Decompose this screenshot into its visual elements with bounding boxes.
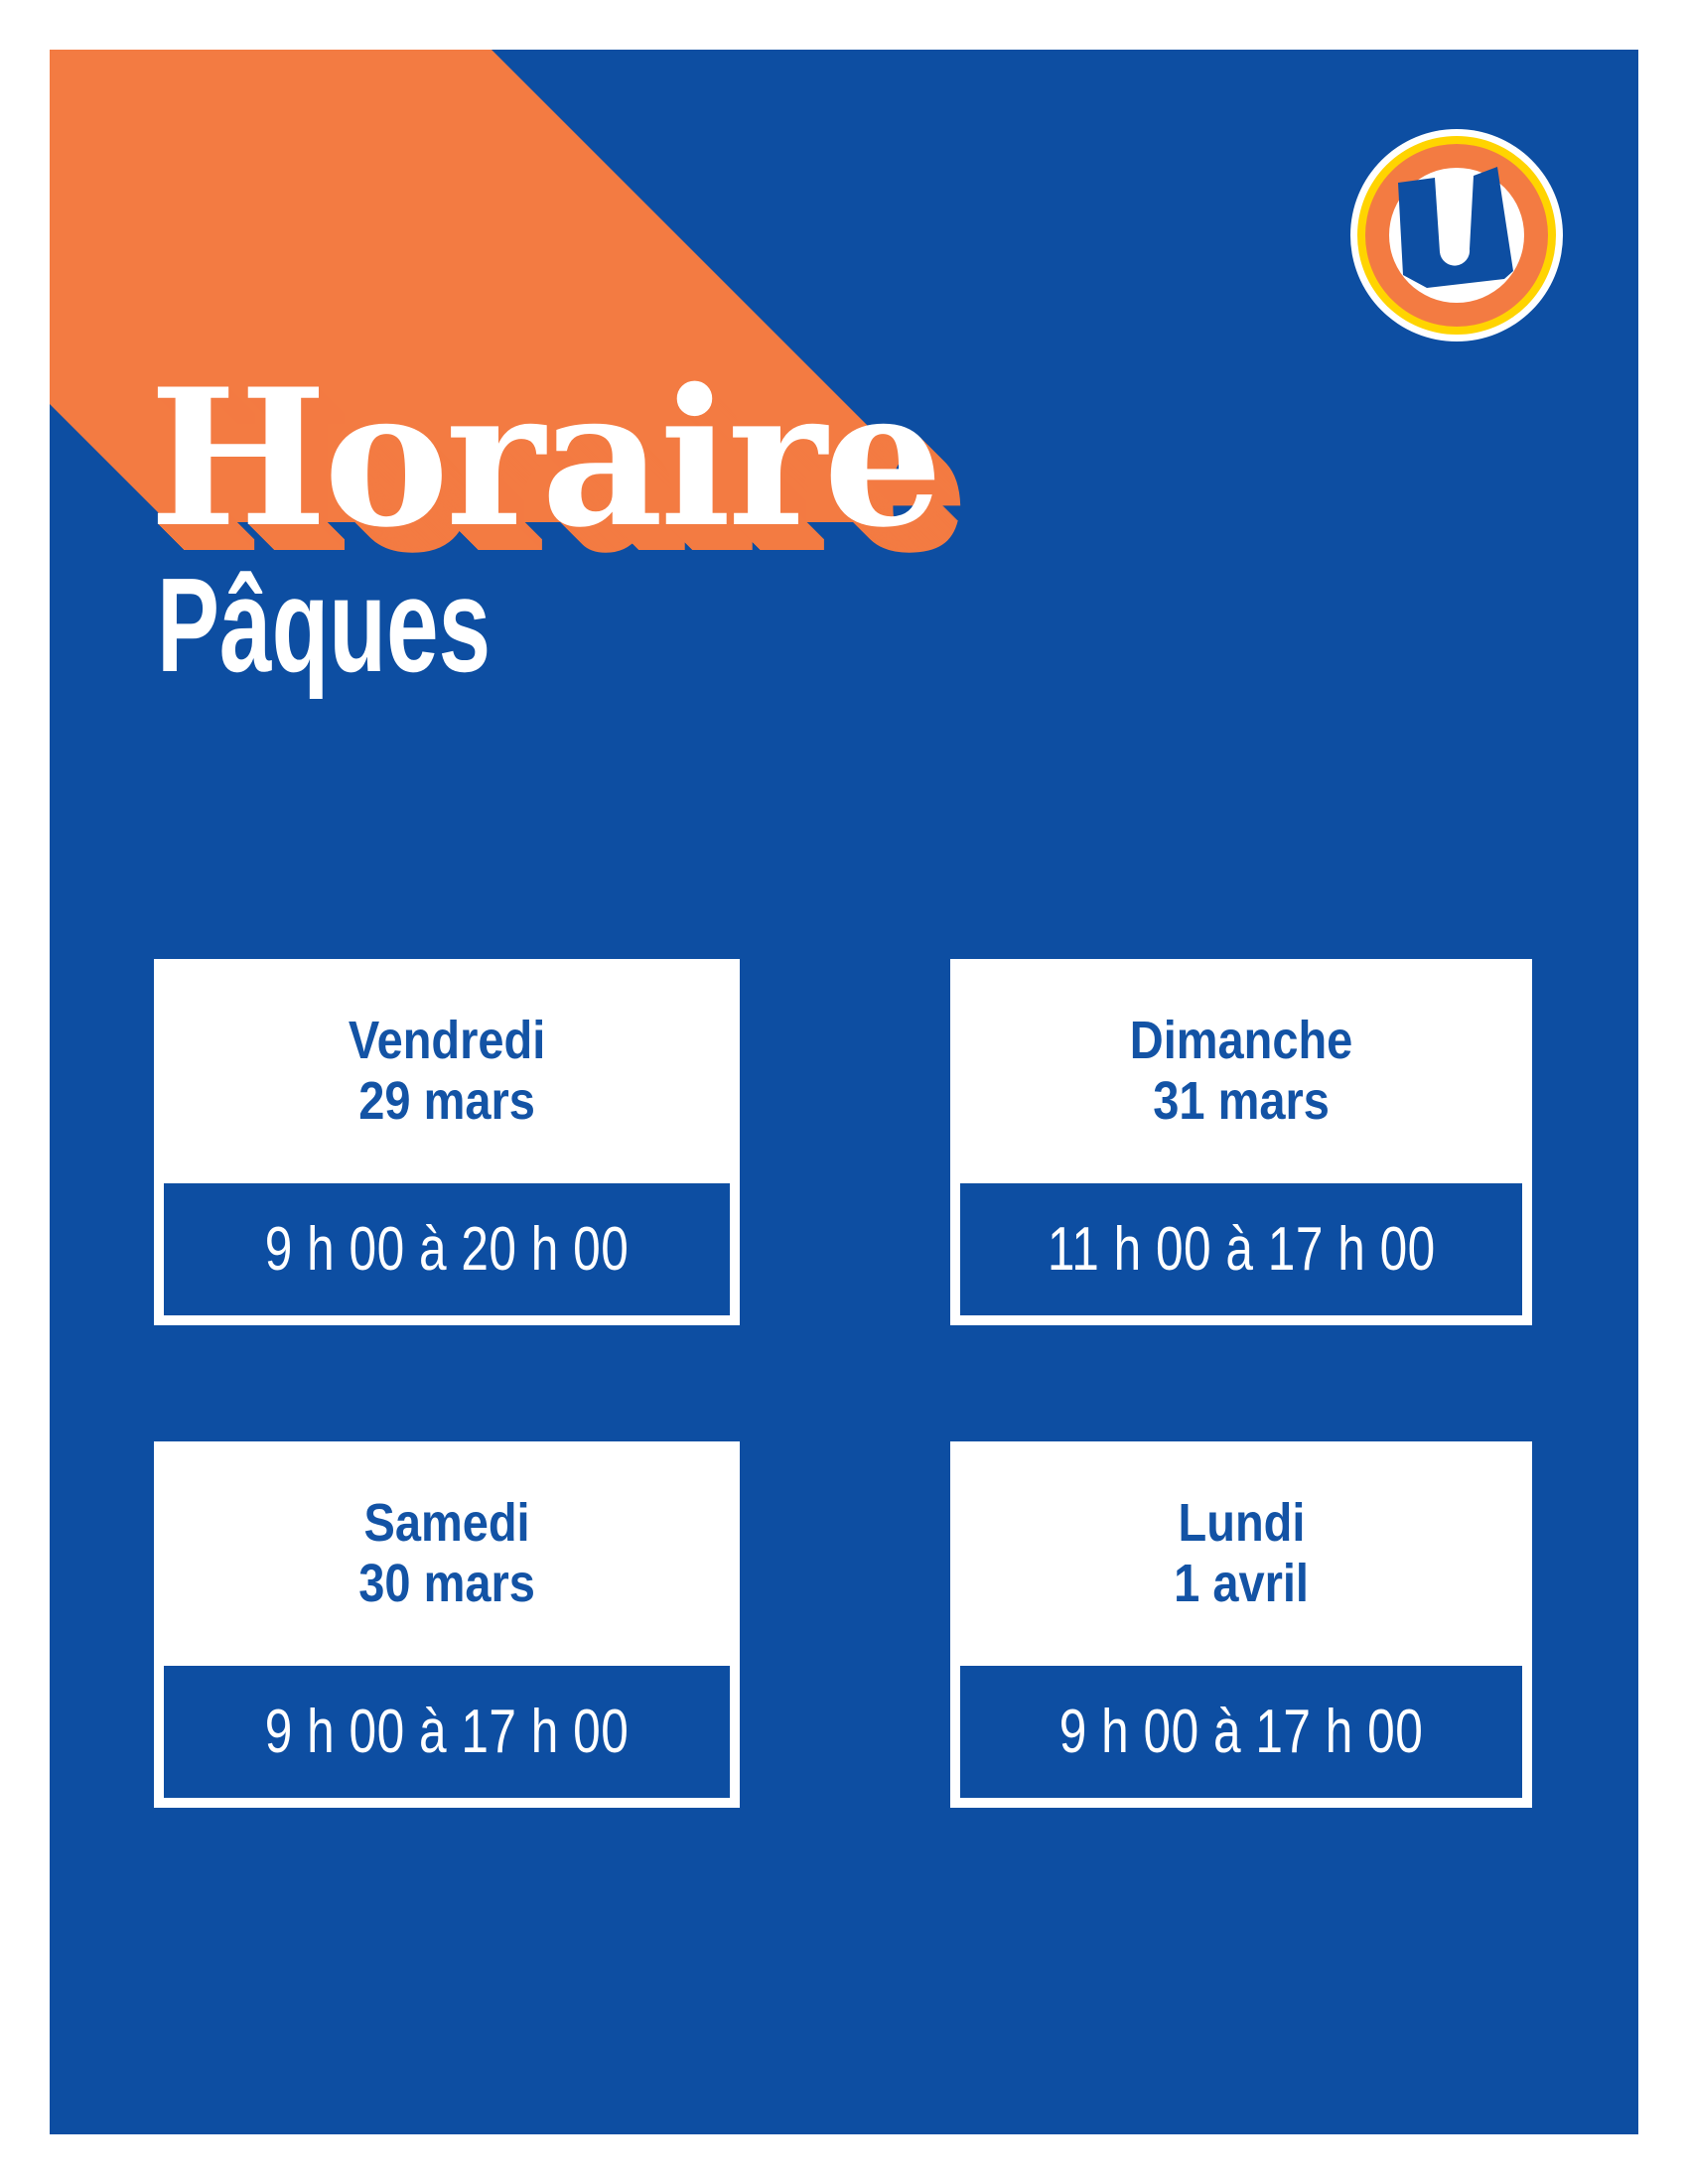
schedule-card-vendredi [154, 959, 740, 1325]
card-date-label: 31 mars [1153, 1071, 1330, 1131]
card-day-label: Vendredi [348, 1011, 546, 1070]
card-day-label: Samedi [363, 1493, 530, 1553]
card-hours-band [960, 1666, 1522, 1798]
card-date-label: 29 mars [358, 1071, 535, 1131]
schedule-card-samedi [154, 1441, 740, 1808]
schedule-card-lundi [950, 1441, 1532, 1808]
card-hours-band [960, 1183, 1522, 1315]
card-date-label: 1 avril [1174, 1554, 1309, 1613]
card-date-area [950, 959, 1532, 1183]
page-title: Horaire [149, 347, 940, 569]
card-hours-band [164, 1666, 730, 1798]
card-day-label: Lundi [1178, 1493, 1305, 1553]
page-subtitle: Pâques [157, 550, 492, 700]
card-date-area [154, 1441, 740, 1666]
schedule-card-dimanche [950, 959, 1532, 1325]
card-hours-label: 9 h 00 à 20 h 00 [264, 1214, 630, 1284]
card-hours-label: 9 h 00 à 17 h 00 [1058, 1697, 1424, 1766]
card-hours-band [164, 1183, 730, 1315]
card-hours-label: 11 h 00 à 17 h 00 [1047, 1214, 1436, 1284]
card-date-label: 30 mars [358, 1554, 535, 1613]
card-date-area [154, 959, 740, 1183]
card-date-area [950, 1441, 1532, 1666]
card-day-label: Dimanche [1129, 1011, 1353, 1070]
card-hours-label: 9 h 00 à 17 h 00 [264, 1697, 630, 1766]
u-brand-logo-icon [1347, 126, 1566, 344]
